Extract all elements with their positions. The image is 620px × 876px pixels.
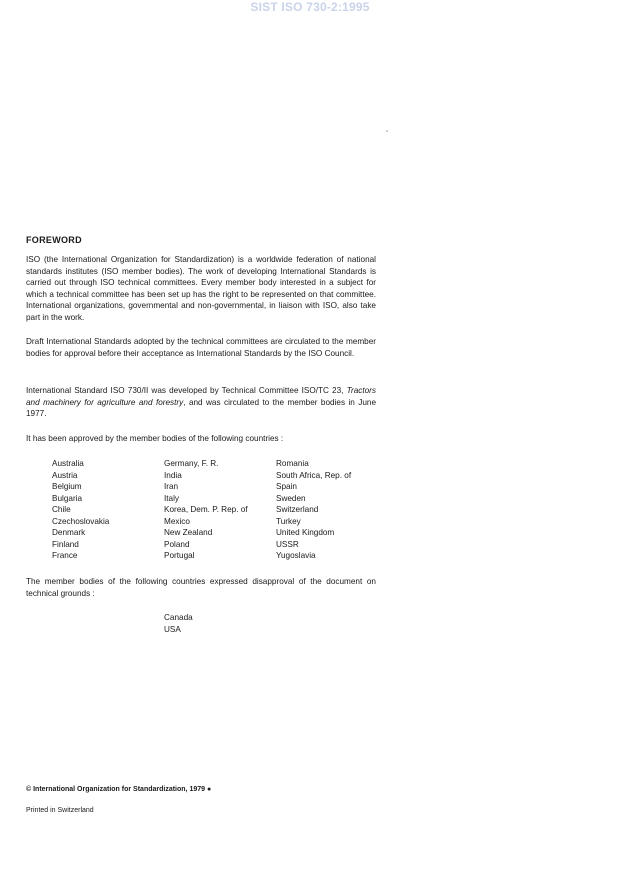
country-item: Iran: [164, 482, 179, 491]
country-item: Italy: [164, 493, 180, 503]
country-item: Romania: [276, 459, 309, 468]
country-item: Czechoslovakia: [52, 516, 110, 526]
paragraph-draft-standards: [26, 336, 376, 359]
country-list-column-2: [164, 458, 272, 562]
country-item: Denmark: [52, 528, 86, 537]
paragraph-approval-text: It has been approved by the member bodies of the following countries :: [26, 434, 284, 443]
paragraph-disapproval: [26, 576, 376, 599]
country-list-column-3: [276, 458, 386, 562]
speck-mark: [386, 130, 388, 132]
paragraph-draft-standards-text: Draft International Standards adopted by the technical committees are circulated to the member bodies for approval before their acceptance as International Standards by the ISO Council.: [26, 337, 376, 358]
foreword-heading: FOREWORD: [26, 235, 82, 245]
country-item: Finland: [52, 539, 79, 549]
country-item: United Kingdom: [276, 528, 335, 537]
watermark: SIST ISO 730-2:1995: [250, 0, 370, 14]
country-item: France: [52, 551, 78, 560]
committee-title: Tractors and machinery for agriculture and forestry: [26, 386, 376, 407]
country-item: USSR: [276, 539, 299, 549]
country-item: Belgium: [52, 482, 82, 491]
paragraph-iso-intro-text: ISO (the International Organization for Standardization) is a worldwide federation of national standards institutes (ISO member bodies). The work of developing International Standards is carried out through ISO technical committees. Every member body interested in a subject for which a technical committee has been set up has the right to be represented on that committee. International organizations, governmental and non-governmental, in liaison with ISO, also take part in the work.: [26, 255, 376, 322]
country-item: Spain: [276, 482, 297, 491]
country-item: Yugoslavia: [276, 551, 316, 560]
country-item: Sweden: [276, 493, 306, 503]
printed-notice: Printed in Switzerland: [26, 807, 94, 814]
country-item: Korea, Dem. P. Rep. of: [164, 505, 248, 514]
development-text-end: , and was circulated to the member bodies in June 1977.: [26, 397, 377, 418]
copyright-notice: © International Organization for Standardization, 1979 ●: [26, 786, 212, 793]
paragraph-development-text: [26, 385, 376, 420]
country-item: Switzerland: [276, 505, 319, 514]
paragraph-development: [26, 385, 376, 420]
country-item: Canada: [164, 613, 193, 622]
country-item: Australia: [52, 459, 84, 468]
country-item: New Zealand: [164, 528, 213, 537]
country-item: India: [164, 470, 182, 480]
country-item: Chile: [52, 505, 71, 514]
country-item: Germany, F. R.: [164, 459, 219, 468]
country-item: USA: [164, 624, 181, 634]
country-item: Austria: [52, 470, 78, 480]
disapproval-list: [164, 612, 193, 635]
country-item: Portugal: [164, 551, 195, 560]
country-item: Mexico: [164, 516, 190, 526]
country-item: Poland: [164, 539, 190, 549]
country-item: Turkey: [276, 516, 301, 526]
paragraph-iso-intro: [26, 254, 376, 323]
country-list-column-1: [52, 458, 160, 562]
paragraph-approval: [26, 433, 376, 445]
paragraph-disapproval-text: The member bodies of the following countries expressed disapproval of the document on technical grounds :: [26, 577, 376, 598]
development-text-start: International Standard ISO 730/II was developed by Technical Committee ISO/TC 23,: [26, 386, 347, 395]
country-item: South Africa, Rep. of: [276, 470, 352, 480]
country-item: Bulgaria: [52, 493, 83, 503]
